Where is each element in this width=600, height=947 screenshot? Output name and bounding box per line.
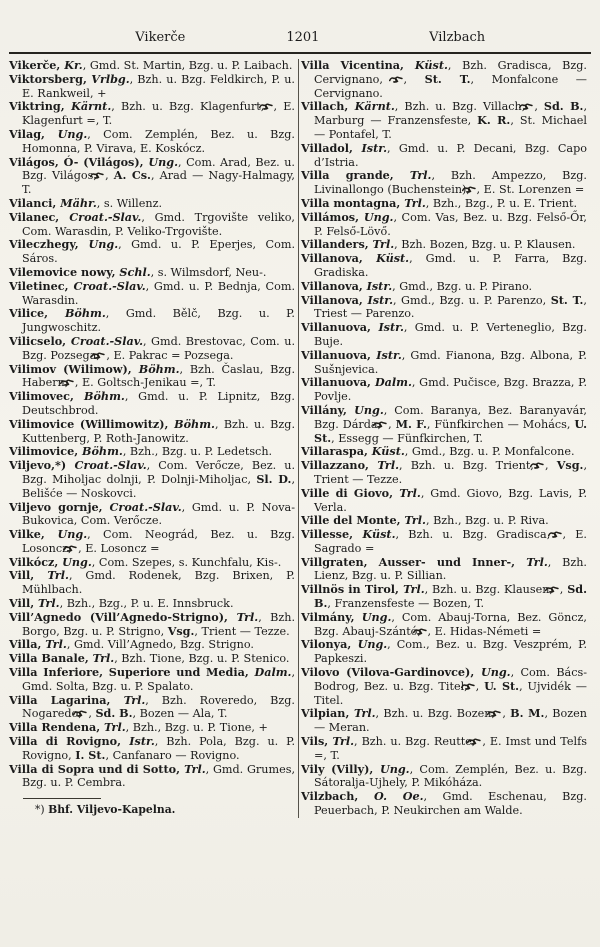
entry-text: , Bzh. u. Bzg. Gradisca, — [395, 528, 560, 542]
gazetteer-entry — [301, 735, 587, 763]
entry-headword: Vill, — [9, 596, 39, 611]
entry-text: , Bzh., Bzg. u. P. Ledetsch. — [122, 445, 273, 459]
entry-railway-abbrev: U. St. — [484, 678, 520, 693]
entry-region-abbrev: Böhm. — [174, 416, 215, 431]
gazetteer-entry — [301, 459, 587, 487]
entry-headword: Villach, — [301, 99, 355, 114]
entry-region-abbrev: Böhm. — [82, 444, 123, 459]
column-right — [301, 59, 587, 818]
entry-text: , Gmd., Bzg. u. P. Monfalcone. — [404, 445, 575, 459]
entry-text: , Franzensfeste — Bozen, T. — [327, 597, 484, 611]
gazetteer-entry — [301, 238, 587, 252]
entry-text: , Com. Zemplén, Bez. u. Bzg. Sátoralja-Ujhely, P. Mikóháza. — [314, 762, 587, 790]
header-rule — [9, 52, 591, 54]
entry-headword: Villa Banale, — [9, 651, 93, 666]
entry-text: , Gmd. Rodenek, Bzg. Brixen, P. Mühlbach. — [22, 569, 295, 597]
entry-region-abbrev: Trl. — [38, 596, 60, 611]
gazetteer-entry — [9, 307, 295, 335]
gazetteer-entry — [301, 514, 587, 528]
gazetteer-entry — [301, 169, 587, 197]
entry-headword: Villámos, — [301, 209, 364, 224]
gazetteer-entry — [9, 197, 295, 211]
footnote-text: Bhf. Viljevo-Kapelna. — [48, 803, 176, 817]
footnote-line — [9, 803, 295, 816]
gazetteer-entry — [301, 280, 587, 294]
gazetteer-entry — [301, 142, 587, 170]
entry-region-abbrev: Trl. — [372, 237, 395, 252]
gazetteer-entry — [301, 211, 587, 239]
entry-text: , — [388, 417, 396, 431]
entry-headword: Vilimovec, — [9, 389, 85, 404]
entry-region-abbrev: Ung. — [357, 637, 388, 652]
entry-text: , Bzh. Bozen, Bzg. u. P. Klausen. — [394, 238, 576, 252]
gazetteer-entry — [301, 611, 587, 639]
gazetteer-entry — [9, 666, 295, 694]
entry-region-abbrev: Croat.-Slav. — [73, 278, 146, 293]
entry-text: , Bzh. Tione, Bzg. u. P. Stenico. — [114, 652, 290, 666]
entry-text: , Com. Zemplén, Bez. u. Bzg. Homonna, P. Virava, E. Koskócz. — [22, 127, 295, 155]
entry-text: , Com. Vas, Bez. u. Bzg. Felső-Őr, P. Felső-Lövő. — [314, 210, 587, 238]
gazetteer-entry — [9, 418, 295, 446]
entry-railway-abbrev: Sd. B. — [95, 706, 133, 721]
entry-headword: Villgraten, Ausser- und Inner-, — [301, 554, 527, 569]
entry-region-abbrev: Küst. — [376, 251, 410, 266]
entry-text: , Bzh. Lienz, Bzg. u. P. Sillian. — [314, 555, 587, 583]
column-divider — [298, 59, 299, 818]
entry-region-abbrev: Croat.-Slav. — [69, 209, 142, 224]
gazetteer-entry — [301, 321, 587, 349]
entry-text: , — [105, 169, 114, 183]
entry-headword: Villanova, — [301, 278, 367, 293]
gazetteer-entry — [301, 487, 587, 515]
entry-text: , Gmd., Bzg. u. P. Parenzo, — [393, 293, 551, 307]
gazetteer-entry — [301, 294, 587, 322]
entry-text: , Com. Abauj-Torna, Bez. Göncz, Bzg. Abauj-Szántó, — [314, 610, 587, 638]
entry-region-abbrev: Dalm. — [254, 665, 292, 680]
gazetteer-entry — [9, 390, 295, 418]
entry-text: , — [502, 707, 511, 721]
entry-region-abbrev: O. Oe. — [374, 789, 424, 804]
entry-headword: Viktring, — [9, 99, 72, 114]
entry-text: , Gmd. Bělč, Bzg. u. P. Jungwoschitz. — [22, 307, 295, 335]
entry-region-abbrev: Istr. — [366, 278, 393, 293]
entry-headword: Villa Vicentina, — [301, 58, 415, 72]
gazetteer-entry — [9, 597, 295, 611]
entry-headword: Vilmány, — [301, 609, 362, 624]
entry-region-abbrev: Trl. — [236, 609, 259, 624]
entry-headword: Vilemovice nowy, — [9, 264, 120, 279]
entry-text: , Bzh., Bzg. u. P. Riva. — [425, 514, 549, 528]
entry-headword: Vilanci, — [9, 195, 61, 210]
entry-railway-abbrev: Vsg. — [556, 458, 584, 473]
entry-railway-abbrev: I. St. — [75, 747, 106, 762]
entry-text: , E. St. Lorenzen = — [476, 183, 585, 197]
entry-region-abbrev: Ung. — [57, 126, 88, 141]
gazetteer-entry — [9, 652, 295, 666]
gazetteer-entry — [9, 763, 295, 791]
entry-headword: Villaraspa, — [301, 444, 372, 459]
footnote-rule — [23, 798, 101, 799]
entry-text: , Gmd. u. P. Nova-Bukovica, Com. Verőcze. — [22, 500, 295, 528]
entry-railway-abbrev: St. T. — [424, 71, 471, 86]
entry-region-abbrev: Ung. — [480, 665, 511, 680]
entry-text: , — [545, 459, 557, 473]
entry-railway-abbrev: A. Cs. — [113, 168, 151, 183]
entry-headword: Villa grande, — [301, 168, 410, 183]
entry-text: , Bzh. Ampezzo, Bzg. Livinallongo (Buchenstein), — [314, 169, 587, 197]
entry-text: , Gmd. u. P. Decani, Bzg. Capo d’Istria. — [314, 141, 587, 169]
entry-headword: Villanova, — [301, 292, 368, 307]
gazetteer-entry — [9, 556, 295, 570]
entry-text: , Com. Baranya, Bez. Baranyavár, Bzg. Dárda, — [314, 403, 587, 431]
gazetteer-entry — [301, 404, 587, 445]
entry-headword: Vilimovice, — [9, 444, 83, 459]
entry-headword: Viletinec, — [9, 278, 74, 293]
entry-text: , Gmd. Giovo, Bzg. Lavis, P. Verla. — [314, 486, 587, 514]
entry-text: , St. Michael — Pontafel, T. — [314, 114, 587, 141]
entry-text: , Bzh. u. Bzg. Trient, — [398, 459, 543, 473]
entry-text: , Monfalcone — Cervignano. — [314, 72, 587, 100]
entry-region-abbrev: Kärnt. — [71, 99, 112, 114]
entry-text: , Gmd. u. P. Verteneglio, Bzg. Buje. — [314, 321, 587, 348]
entry-text: , Fünfkirchen — Mohács, — [426, 417, 575, 431]
gazetteer-entry — [9, 238, 295, 266]
gazetteer-entry — [9, 266, 295, 280]
entry-region-abbrev: Trl. — [45, 637, 67, 652]
entry-text: , Gmd. Grumes, Bzg. u. P. Cembra. — [22, 762, 296, 790]
entry-railway-abbrev: Sd. B. — [314, 582, 587, 611]
gazetteer-entry — [9, 73, 295, 101]
entry-text: , E. Imst und Telfs =, T. — [314, 735, 587, 762]
entry-text: , Gmd. u. P. Lipnitz, Bzg. Deutschbrod. — [22, 390, 295, 417]
entry-region-abbrev: Kr. — [64, 58, 83, 72]
entry-headword: Ville di Giovo, — [301, 485, 400, 500]
gazetteer-entry — [301, 763, 587, 791]
entry-region-abbrev: Istr. — [376, 347, 402, 362]
entry-region-abbrev: Böhm. — [64, 306, 106, 321]
entry-headword: Vilice, — [9, 306, 65, 321]
entry-text: , Bzh. u. Bzg. Kuttenberg, P. Roth-Janowitz. — [22, 417, 295, 445]
entry-region-abbrev: Trl. — [184, 761, 206, 776]
entry-text: , Bzh., Bzg., P. u. E. Trient. — [425, 196, 578, 210]
gazetteer-entry — [9, 638, 295, 652]
entry-region-abbrev: Trl. — [92, 651, 115, 666]
entry-headword: Villanova, — [301, 251, 377, 266]
entry-text: , Gmd. Pučisce, Bzg. Brazza, P. Povlje. — [314, 376, 587, 404]
entry-headword: Vill’Agnedo (Vill’Agnedo-Strigno), — [9, 609, 237, 624]
entry-text: , Bzh. Časlau, Bzg. Habern, — [22, 362, 295, 390]
entry-region-abbrev: Küst. — [362, 527, 396, 542]
gazetteer-entry — [9, 528, 295, 556]
entry-text: , — [534, 100, 544, 114]
entry-headword: Vilicselo, — [9, 333, 71, 348]
entry-region-abbrev: Trl. — [526, 554, 548, 569]
entry-region-abbrev: Trl. — [104, 720, 126, 735]
entry-text: , E. Losoncz = — [78, 541, 160, 555]
entry-railway-abbrev: St. T. — [550, 292, 584, 307]
entry-text: , — [88, 707, 96, 721]
gazetteer-entry — [9, 156, 295, 197]
gazetteer-entry — [9, 459, 295, 500]
entry-region-abbrev: Istr. — [367, 292, 394, 307]
entry-text: , Gmd. Brestovac, Com. u. Bzg. Pozsega, — [22, 334, 295, 362]
entry-region-abbrev: Trl. — [404, 513, 426, 528]
entry-text: , Trient — Tezze. — [194, 624, 290, 638]
entry-region-abbrev: Trl. — [353, 706, 376, 721]
gazetteer-entry — [301, 638, 587, 666]
entry-headword: Vils, — [301, 734, 333, 749]
entry-headword: Világos, Ó- (Világos), — [9, 154, 149, 169]
entry-text: , Bzh. u. Bzg. Villach, — [394, 100, 532, 114]
footnote-marker: *) — [35, 803, 45, 817]
gazetteer-entry — [9, 721, 295, 735]
entry-region-abbrev: Trl. — [123, 692, 146, 707]
entry-headword: Vilimovice (Willimowitz), — [9, 416, 175, 431]
entry-region-abbrev: Küst. — [414, 58, 448, 72]
entry-text: , Gmd. u. P. Eperjes, Com. Sáros. — [22, 238, 295, 266]
entry-region-abbrev: Trl. — [403, 582, 425, 597]
entry-text: , Trient — Tezze. — [314, 459, 588, 486]
entry-headword: Villa, — [9, 637, 46, 652]
entry-text: , E. Klagenfurt =, T. — [22, 100, 295, 128]
entry-railway-abbrev: M. F. — [395, 416, 427, 431]
entry-text: , Com. Verőcze, Bez. u. Bzg. Miholjac dolnji, P. Dolnji-Miholjac, — [22, 459, 295, 486]
entry-railway-abbrev: U. St. — [314, 416, 587, 445]
entry-region-abbrev: Trl. — [377, 458, 399, 473]
gazetteer-entry — [9, 694, 295, 722]
entry-text: , Gmd. Fianona, Bzg. Albona, P. Sušnjevica. — [314, 348, 587, 376]
entry-text: , Arad — Nagy-Halmagy, T. — [22, 169, 295, 197]
entry-headword: Villesse, — [301, 527, 363, 542]
entry-region-abbrev: Ung. — [361, 609, 392, 624]
gazetteer-entry — [301, 556, 587, 584]
gazetteer-entry — [9, 280, 295, 308]
entry-text: , Bzh. u. Bzg. Bozen, — [375, 707, 500, 721]
header-keyword-left: Vikerče — [135, 30, 186, 45]
entry-region-abbrev: Ung. — [88, 237, 119, 252]
gazetteer-entry — [301, 252, 587, 280]
entry-headword: Villány, — [301, 402, 355, 417]
entry-text: , Bzh. Pola, Bzg. u. P. Rovigno, — [22, 735, 295, 762]
gazetteer-entry — [9, 363, 295, 391]
entry-text: , Com. Neográd, Bez. u. Bzg. Losoncz, — [22, 528, 295, 555]
entry-headword: Vilke, — [9, 527, 58, 542]
entry-text: , E. Hidas-Németi = — [427, 624, 542, 638]
entry-headword: Vilkócz, — [9, 554, 63, 569]
entry-region-abbrev: Ung. — [62, 554, 92, 569]
entry-text: , Triest — Parenzo. — [314, 293, 587, 321]
entry-text: , Belišće — Noskovci. — [22, 472, 295, 500]
entry-text: , Gmd. Vill’Agnedo, Bzg. Strigno. — [66, 638, 254, 652]
gazetteer-entry — [9, 611, 295, 639]
entry-region-abbrev: Ung. — [148, 154, 178, 169]
entry-region-abbrev: Trl. — [47, 568, 69, 583]
entry-region-abbrev: Kärnt. — [354, 99, 395, 114]
entry-text: , Gmd. St. Martin, Bzg. u. P. Laibach. — [82, 59, 293, 72]
entry-region-abbrev: Mähr. — [60, 195, 97, 210]
header-keyword-right: Vilzbach — [429, 30, 486, 45]
entry-headword: Villa Inferiore, Superiore und Media, — [9, 665, 255, 680]
entry-text: , — [403, 72, 425, 86]
entry-text: , Com., Bez. u. Bzg. Veszprém, P. Papkeszi. — [314, 638, 587, 666]
entry-headword: Viktorsberg, — [9, 71, 92, 86]
entry-region-abbrev: Ung. — [379, 761, 410, 776]
entry-text: , Com. Arad, Bez. u. Bzg. Világos, — [22, 155, 295, 183]
entry-text: , Gmd. u. P. Farra, Bzg. Gradiska. — [314, 252, 587, 279]
entry-text: , Com. Szepes, s. Kunchfalu, Kis-. — [91, 555, 282, 569]
entry-text: , s. Wilmsdorf, Neu-. — [150, 265, 267, 279]
entry-region-abbrev: Dalm. — [374, 375, 412, 390]
gazetteer-entry — [301, 666, 587, 707]
entry-headword: Villanuova, — [301, 375, 375, 390]
entry-headword: Villa Rendena, — [9, 720, 105, 735]
gazetteer-entry — [9, 569, 295, 597]
gazetteer-entry — [9, 128, 295, 156]
footnote — [9, 798, 295, 816]
gazetteer-entry — [301, 197, 587, 211]
entry-railway-abbrev: K. R. — [477, 113, 511, 128]
entry-text: , Gmd. Solta, Bzg. u. P. Spalato. — [22, 666, 295, 693]
entry-text: , E. Goltsch-Jenikau =, T. — [74, 376, 216, 390]
entry-headword: Vily (Villy), — [301, 761, 380, 776]
text-columns — [9, 59, 591, 818]
entry-text: , Bzh. Roveredo, Bzg. Nogaredo, — [22, 693, 295, 721]
entry-region-abbrev: Schl. — [119, 264, 151, 279]
gazetteer-entry — [9, 211, 295, 239]
entry-text: , Bzh. u. Bzg. Feldkirch, P. u. E. Rankweil, + — [22, 72, 295, 100]
entry-headword: Vilzbach, — [301, 789, 374, 804]
entry-text: , Bzh. Borgo, Bzg. u. P. Strigno, — [22, 610, 295, 638]
gazetteer-entry — [301, 59, 587, 100]
entry-region-abbrev: Croat.-Slav. — [109, 499, 182, 514]
entry-region-abbrev: Croat.-Slav. — [70, 333, 143, 348]
entry-headword: Vilanec, — [9, 209, 70, 224]
entry-region-abbrev: Istr. — [378, 320, 404, 335]
entry-text: , Marburg — Franzensfeste, — [314, 100, 587, 128]
entry-region-abbrev: Croat.-Slav. — [74, 458, 147, 473]
entry-text: , Bzh., Bzg., P. u. E. Innsbruck. — [59, 597, 234, 611]
page-number: 1201 — [286, 30, 320, 45]
entry-headword: Villnös in Tirol, — [301, 582, 404, 597]
entry-text: , Bozen — Ala, T. — [132, 707, 228, 721]
page-header — [9, 30, 591, 48]
entry-text: , s. Willenz. — [96, 196, 163, 210]
entry-headword: Villa di Rovigno, — [9, 734, 130, 749]
entry-region-abbrev: Ung. — [57, 527, 88, 542]
entry-headword: Villa Lagarina, — [9, 692, 124, 707]
column-left — [9, 59, 295, 818]
entry-region-abbrev: Istr. — [129, 734, 155, 749]
entry-region-abbrev: Trl. — [399, 485, 421, 500]
gazetteer-entry — [9, 445, 295, 459]
entry-headword: Villanuova, — [301, 320, 379, 335]
entry-text: , Bzh., Bzg. u. P. Tione, + — [125, 721, 268, 735]
entry-railway-abbrev: Vsg. — [167, 623, 195, 638]
entry-text: , Bzh. u. Bzg. Klagenfurt, — [111, 100, 271, 114]
entry-headword: Villa montagna, — [301, 195, 405, 210]
entry-text: , Com. Bács-Bodrog, Bez. u. Bzg. Titel, — [314, 666, 587, 693]
entry-text: , Canfanaro — Rovigno. — [105, 748, 240, 762]
entry-region-abbrev: Istr. — [361, 140, 388, 155]
entry-text: , Essegg — Fünfkirchen, T. — [331, 431, 483, 445]
entry-headword: Vilpian, — [301, 706, 354, 721]
entry-region-abbrev: Trl. — [409, 168, 432, 183]
entry-text: , E. Pakrac = Pozsega. — [106, 348, 234, 362]
entry-region-abbrev: Trl. — [404, 195, 426, 210]
entry-text: , Gmd. u. P. Bednja, Com. Warasdin. — [22, 279, 295, 307]
gazetteer-entry — [301, 100, 587, 141]
entry-headword: Vilonya, — [301, 637, 358, 652]
entry-headword: Vikerče, — [9, 58, 65, 72]
gazetteer-entry — [9, 59, 295, 73]
entry-region-abbrev: Küst. — [371, 444, 405, 459]
gazetteer-entry — [301, 707, 587, 735]
entry-headword: Viljevo,*) — [9, 458, 75, 473]
entry-headword: Vilag, — [9, 126, 58, 141]
entry-headword: Villa di Sopra und di Sotto, — [9, 761, 185, 776]
entry-text: , — [559, 583, 568, 597]
gazetteer-entry — [9, 100, 295, 128]
entry-text: , Ujvidék — Titel. — [314, 679, 587, 707]
gazetteer-entry — [301, 790, 587, 818]
entry-text: , Gmd., Bzg. u. P. Pirano. — [392, 279, 533, 293]
entry-headword: Villazzano, — [301, 458, 378, 473]
gazetteer-entry — [301, 528, 587, 556]
entry-headword: Villadol, — [301, 140, 362, 155]
entry-headword: Villanders, — [301, 237, 373, 252]
gazetteer-entry — [9, 335, 295, 363]
entry-headword: Villanuova, — [301, 347, 377, 362]
entry-region-abbrev: Böhm. — [84, 389, 125, 404]
entry-headword: Ville del Monte, — [301, 513, 405, 528]
entry-region-abbrev: Trl. — [332, 734, 355, 749]
entry-railway-abbrev: B. M. — [510, 706, 545, 721]
gazetteer-entry — [9, 735, 295, 763]
entry-headword: Vileczhegy, — [9, 237, 89, 252]
gazetteer-entry — [301, 445, 587, 459]
entry-headword: Vill, — [9, 568, 48, 583]
entry-headword: Vilovo (Vilova-Gardinovce), — [301, 665, 481, 680]
gazetteer-entry — [301, 583, 587, 611]
entry-headword: Vilimov (Wilimow), — [9, 361, 139, 376]
entry-region-abbrev: Ung. — [354, 402, 384, 417]
entry-text: , Bzh. u. Bzg. Klausen, — [424, 583, 557, 597]
entry-railway-abbrev: Sd. B. — [543, 99, 584, 114]
entry-text: , — [475, 679, 485, 693]
entry-text: , Gmd. Eschenau, Bzg. Peuerbach, P. Neukirchen am Walde. — [314, 790, 587, 818]
gazetteer-entry — [301, 349, 587, 377]
entry-text: , Bzh. u. Bzg. Reutte, — [354, 735, 480, 749]
entry-text: , Bozen — Meran. — [314, 707, 587, 735]
entry-headword: Viljevo gornje, — [9, 499, 110, 514]
entry-region-abbrev: Ung. — [363, 209, 394, 224]
gazetteer-entry — [301, 376, 587, 404]
entry-text: , Bzh. Gradisca, Bzg. Cervignano, — [314, 59, 587, 86]
entry-region-abbrev: Vrlbg. — [91, 71, 130, 86]
entry-region-abbrev: Böhm. — [138, 361, 180, 376]
entry-railway-abbrev: Sl. D. — [256, 471, 292, 486]
entry-text: , E. Sagrado = — [314, 528, 587, 555]
gazetteer-entry — [9, 501, 295, 529]
entry-text: , Gmd. Trgovište veliko, Com. Warasdin, P. Veliko-Trgovište. — [22, 210, 295, 238]
